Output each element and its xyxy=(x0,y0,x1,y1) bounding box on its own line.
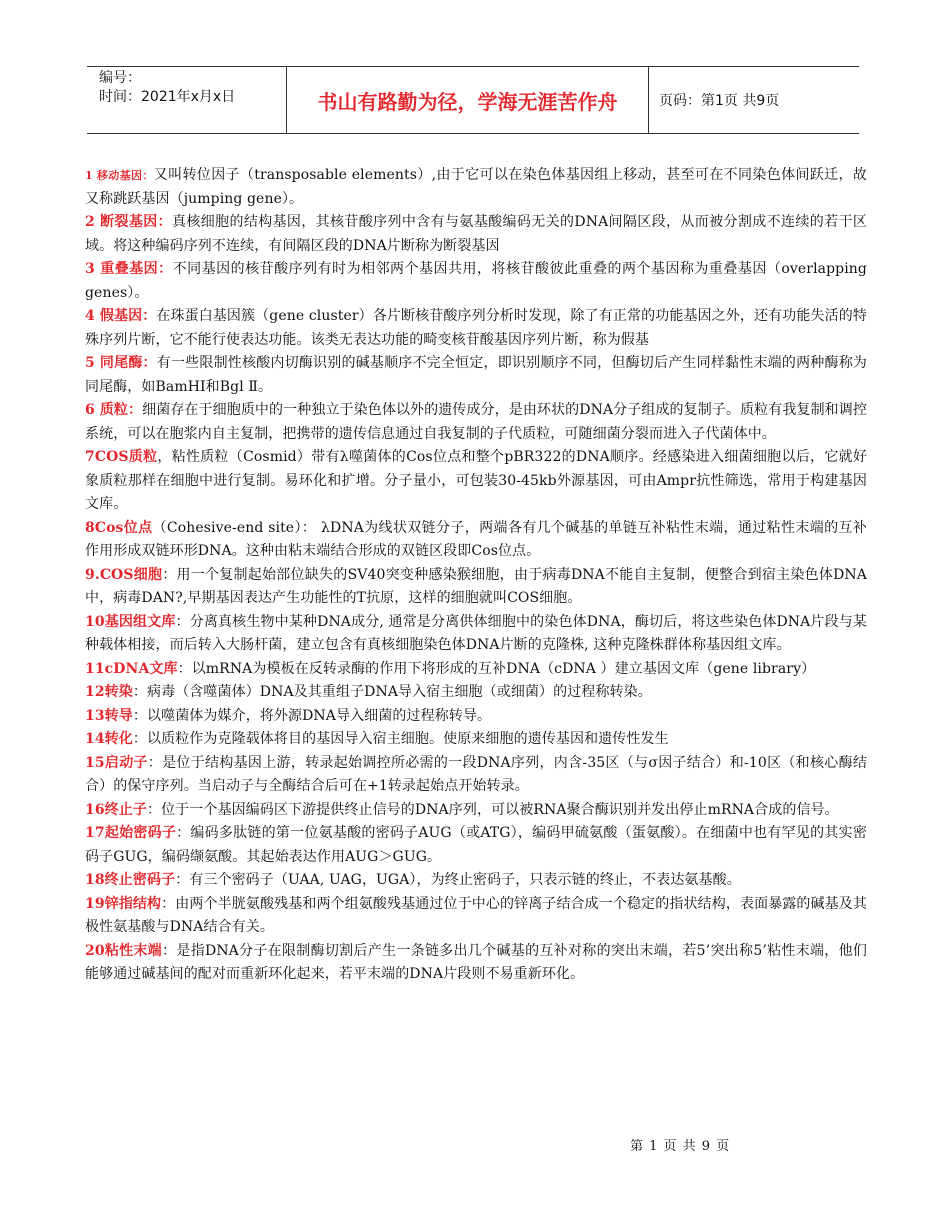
entry-term: 20粘性末端 xyxy=(85,942,163,959)
glossary-entry xyxy=(85,446,867,517)
entry-text: ：由两个半胱氨酸残基和两个组氨酸残基通过位于中心的锌离子结合成一个稳定的指状结构，表面暴露的碱基及其极性氨基酸与DNA结合有关。 xyxy=(85,895,867,935)
glossary-entry xyxy=(85,658,867,682)
glossary-entry xyxy=(85,164,867,211)
entry-term: 2 断裂基因： xyxy=(85,214,172,230)
glossary-entry xyxy=(85,352,867,399)
glossary-entry xyxy=(85,517,867,564)
entry-text: 在珠蛋白基因簇（gene cluster）各片断核苷酸序列分析时发现，除了有正常的功能基因之外，还有功能失活的特殊序列片断，它不能行使表达功能。该类无表达功能的畸变核苷酸基因序列片断，称为假基 xyxy=(85,308,867,348)
glossary-entry xyxy=(85,705,867,729)
entry-term: 18终止密码子 xyxy=(85,872,176,888)
entry-text: 有一些限制性核酸内切酶识别的碱基顺序不完全恒定，即识别顺序不同，但酶切后产生同样黏性末端的两种酶称为同尾酶，如BamHI和Bgl Ⅱ。 xyxy=(85,355,868,395)
header-page-info: 页码：第1页 共9页 xyxy=(659,93,780,109)
glossary-entry xyxy=(85,681,867,705)
entry-term: 7COS质粒 xyxy=(85,449,158,465)
glossary-entry xyxy=(85,752,867,799)
document-header xyxy=(87,66,859,134)
entry-text: ：分离真核生物中某种DNA成分, 通常是分离供体细胞中的染色体DNA，酶切后，将这些染色体DNA片段与某种载体相接，而后转入大肠杆菌，建立包含有真核细胞染色体DNA片断的克隆株, 这种克隆株群体称基因组文库。 xyxy=(85,613,867,653)
glossary-entry xyxy=(85,611,867,658)
glossary-entry xyxy=(85,258,867,305)
entry-text: ：是指DNA分子在限制酶切割后产生一条链多出几个碱基的互补对称的突出末端，若5’突出称5’粘性末端，他们能够通过碱基间的配对而重新环化起来，若平末端的DNA片段则不易重新环化。 xyxy=(85,942,867,982)
glossary-entry xyxy=(85,399,867,446)
entry-text: ：位于一个基因编码区下游提供终止信号的DNA序列，可以被RNA聚合酶识别并发出停止mRNA合成的信号。 xyxy=(146,801,839,818)
glossary-entry xyxy=(85,305,867,352)
entry-term: 3 重叠基因： xyxy=(85,261,173,277)
entry-text: ：有三个密码子（UAA, UAG，UGA），为终止密码子，只表示链的终止，不表达氨基酸。 xyxy=(175,872,741,888)
glossary-entry xyxy=(85,211,867,258)
entry-term: 5 同尾酶： xyxy=(85,355,157,371)
date-label: 时间：2021年x月x日 xyxy=(99,89,236,105)
glossary-entry xyxy=(85,799,867,823)
header-meta-cell xyxy=(87,67,287,133)
entry-text: ：用一个复制起始部位缺失的SV40突变种感染猴细胞，由于病毒DNA不能自主复制，便整合到宿主染色体DNA中，病毒DAN?,早期基因表达产生功能性的T抗原，这样的细胞就叫COS细胞。 xyxy=(85,566,867,606)
entry-text: 又叫转位因子（transposable elements）,由于它可以在染色体基因组上移动，甚至可在不同染色体间跃迁，故又称跳跃基因（jumping gene）。 xyxy=(85,167,867,207)
glossary-entry xyxy=(85,728,867,752)
page-footer: 第 1 页 共 9 页 xyxy=(630,1139,731,1154)
entry-text: ：编码多肽链的第一位氨基酸的密码子AUG（或ATG），编码甲硫氨酸（蛋氨酸）。在细菌中也有罕见的其实密码子GUG，编码缬氨酸。其起始表达作用AUG＞GUG。 xyxy=(85,825,867,865)
glossary-entry xyxy=(85,869,867,893)
entry-text: 不同基因的核苷酸序列有时为相邻两个基因共用，将核苷酸彼此重叠的两个基因称为重叠基因（overlapping genes）。 xyxy=(85,261,867,301)
entry-term: 11cDNA文库 xyxy=(85,660,178,677)
entry-term: 16终止子 xyxy=(85,801,147,818)
entry-text: ：以mRNA为模板在反转录酶的作用下将形成的互补DNA（cDNA ）建立基因文库（gene library） xyxy=(177,660,816,677)
entry-term: 15启动子 xyxy=(85,754,148,771)
entry-term: 19锌指结构 xyxy=(85,895,162,912)
entry-text: （Cohesive-end site）： λDNA为线状双链分子，两端各有几个碱基的单链互补粘性末端，通过粘性末端的互补作用形成双链环形DNA。这种由粘末端结合形成的双链区段即Cos位点。 xyxy=(85,519,867,559)
entry-term: 12转染 xyxy=(85,684,133,700)
entry-text: 细菌存在于细胞质中的一种独立于染色体以外的遗传成分，是由环状的DNA分子组成的复制子。质粒有我复制和调控系统，可以在胞浆内自主复制，把携带的遗传信息通过自我复制的子代质粒，可随细菌分裂而进入子代菌体中。 xyxy=(85,402,867,442)
entry-text: ，粘性质粒（Cosmid）带有λ噬菌体的Cos位点和整个pBR322的DNA顺序。经感染进入细菌细胞以后，它就好象质粒那样在细胞中进行复制。易环化和扩增。分子量小，可包装30-45kb外源基因，可由Ampr抗性筛选，常用于构建基因文库。 xyxy=(85,449,867,512)
glossary-entry xyxy=(85,940,867,987)
serial-label: 编号： xyxy=(99,70,141,86)
entry-text: ：是位于结构基因上游，转录起始调控所必需的一段DNA序列，内含-35区（与σ因子结合）和-10区（和核心酶结合）的保守序列。当启动子与全酶结合后可在+1转录起始点开始转录。 xyxy=(85,754,867,794)
entry-term: 4 假基因： xyxy=(85,308,157,324)
glossary-entry xyxy=(85,822,867,869)
entry-term: 10基因组文库 xyxy=(85,613,176,630)
entry-text: ：病毒（含噬菌体）DNA及其重组子DNA导入宿主细胞（或细菌）的过程称转染。 xyxy=(132,684,652,700)
entry-term: 14转化 xyxy=(85,731,133,747)
entry-term: 6 质粒： xyxy=(85,402,143,418)
entry-text: ：以质粒作为克隆载体将目的基因导入宿主细胞。使原来细胞的遗传基因和遗传性发生 xyxy=(132,731,669,747)
glossary-content xyxy=(85,164,867,987)
entry-text: ：以噬菌体为媒介，将外源DNA导入细菌的过程称转导。 xyxy=(132,707,492,724)
entry-term: 17起始密码子 xyxy=(85,825,177,841)
entry-term: 8Cos位点 xyxy=(85,519,153,536)
glossary-entry xyxy=(85,893,867,940)
glossary-entry xyxy=(85,564,867,611)
entry-text: 真核细胞的结构基因，其核苷酸序列中含有与氨基酸编码无关的DNA间隔区段，从而被分割成不连续的若干区域。将这种编码序列不连续，有间隔区段的DNA片断称为断裂基因 xyxy=(85,214,867,254)
entry-term: 9.COS细胞 xyxy=(85,566,163,583)
entry-term: 1 移动基因： xyxy=(85,169,154,182)
header-motto: 书山有路勤为径，学海无涯苦作舟 xyxy=(287,67,649,133)
entry-term: 13转导 xyxy=(85,707,133,724)
